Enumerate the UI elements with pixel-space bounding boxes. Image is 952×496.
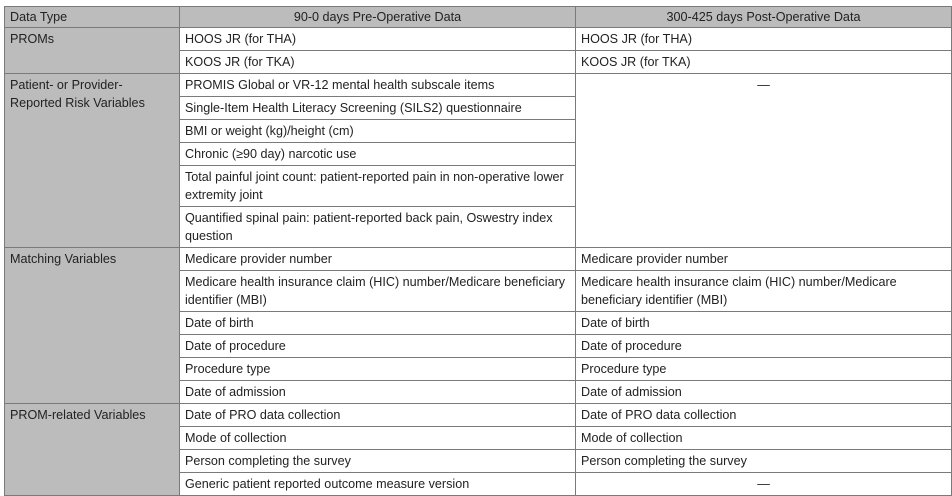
post-cell: Medicare health insurance claim (HIC) number/Medicare beneficiary identifier (MBI) [576,271,952,312]
pre-cell: BMI or weight (kg)/height (cm) [180,120,576,143]
post-cell: Procedure type [576,358,952,381]
pre-cell: Date of birth [180,312,576,335]
pre-cell: Total painful joint count: patient-reported pain in non-operative lower extremity joint [180,166,576,207]
table-row [5,248,952,271]
post-cell: Person completing the survey [576,450,952,473]
pre-cell: Person completing the survey [180,450,576,473]
pre-cell: Quantified spinal pain: patient-reported back pain, Oswestry index question [180,207,576,248]
post-cell: Date of birth [576,312,952,335]
post-cell: HOOS JR (for THA) [576,28,952,51]
group-label-risk: Patient- or Provider-Reported Risk Variables [5,74,180,248]
pre-cell: HOOS JR (for THA) [180,28,576,51]
header-post-operative: 300-425 days Post-Operative Data [576,7,952,28]
post-cell: Medicare provider number [576,248,952,271]
post-cell: Date of procedure [576,335,952,358]
header-row [5,7,952,28]
pre-cell: KOOS JR (for TKA) [180,51,576,74]
post-cell-empty: — [576,74,952,248]
pre-cell: Mode of collection [180,427,576,450]
pre-cell: Chronic (≥90 day) narcotic use [180,143,576,166]
header-pre-operative: 90-0 days Pre-Operative Data [180,7,576,28]
pre-cell: Date of procedure [180,335,576,358]
pre-cell: Generic patient reported outcome measure version [180,473,576,496]
data-table [4,6,952,496]
table-row [5,404,952,427]
header-data-type: Data Type [5,7,180,28]
post-cell: Date of PRO data collection [576,404,952,427]
post-cell-empty: — [576,473,952,496]
pre-cell: Medicare health insurance claim (HIC) number/Medicare beneficiary identifier (MBI) [180,271,576,312]
group-label-prom-related: PROM-related Variables [5,404,180,496]
table-row [5,74,952,97]
post-cell: Mode of collection [576,427,952,450]
pre-cell: PROMIS Global or VR-12 mental health subscale items [180,74,576,97]
table-row [5,28,952,51]
pre-cell: Date of PRO data collection [180,404,576,427]
pre-cell: Procedure type [180,358,576,381]
pre-cell: Medicare provider number [180,248,576,271]
group-label-proms: PROMs [5,28,180,74]
post-cell: KOOS JR (for TKA) [576,51,952,74]
pre-cell: Single-Item Health Literacy Screening (SILS2) questionnaire [180,97,576,120]
pre-cell: Date of admission [180,381,576,404]
group-label-matching: Matching Variables [5,248,180,404]
post-cell: Date of admission [576,381,952,404]
